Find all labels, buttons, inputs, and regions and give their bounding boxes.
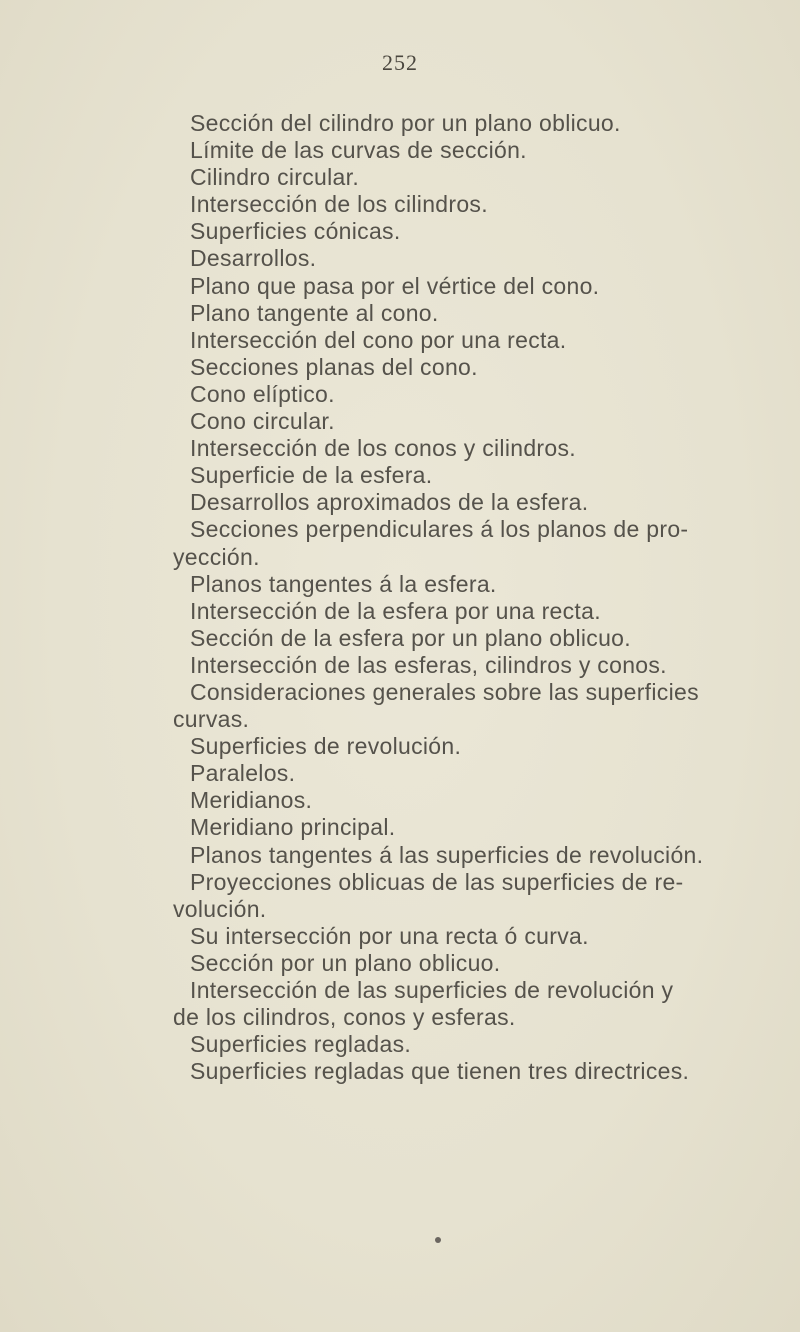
contents-entry: Cilindro circular. bbox=[190, 164, 360, 191]
contents-entry: Meridianos. bbox=[190, 787, 313, 814]
contents-entry: Intersección de las esferas, cilindros y conos. bbox=[190, 651, 667, 678]
contents-entry: Intersección de la esfera por una recta. bbox=[190, 597, 601, 624]
contents-entry: Intersección del cono por una recta. bbox=[190, 326, 567, 353]
contents-entry: Sección de la esfera por un plano oblicuo. bbox=[190, 624, 631, 651]
contents-entry: Superficies regladas que tienen tres directrices. bbox=[190, 1058, 690, 1085]
page-number: 252 bbox=[382, 50, 418, 75]
contents-entry: Consideraciones generales sobre las superficies bbox=[190, 678, 699, 705]
contents-entry-continuation: curvas. bbox=[173, 706, 250, 733]
contents-entry: Paralelos. bbox=[190, 760, 296, 787]
contents-entry: Sección por un plano oblicuo. bbox=[190, 949, 501, 976]
contents-entry: Intersección de los conos y cilindros. bbox=[190, 435, 576, 462]
contents-entry: Superficie de la esfera. bbox=[190, 462, 433, 489]
contents-entry: Intersección de las superficies de revolución y bbox=[190, 977, 674, 1003]
contents-entry: Sección del cilindro por un plano oblicuo. bbox=[190, 110, 621, 136]
contents-entry: Planos tangentes á la esfera. bbox=[190, 570, 497, 597]
contents-entry: Superficies de revolución. bbox=[190, 733, 462, 760]
contents-entry: Intersección de los cilindros. bbox=[190, 191, 488, 218]
contents-entry-continuation: de los cilindros, conos y esferas. bbox=[173, 1004, 516, 1031]
contents-list bbox=[173, 110, 770, 1085]
contents-entry: Cono elíptico. bbox=[190, 380, 335, 407]
contents-entry: Desarrollos. bbox=[190, 245, 317, 272]
contents-entry: Desarrollos aproximados de la esfera. bbox=[190, 489, 589, 516]
contents-entry: Su intersección por una recta ó curva. bbox=[190, 922, 589, 949]
contents-entry: Plano que pasa por el vértice del cono. bbox=[190, 272, 600, 299]
contents-entry: Superficies regladas. bbox=[190, 1031, 412, 1058]
contents-entry: Planos tangentes á las superficies de revolución. bbox=[190, 841, 704, 868]
contents-entry: Límite de las curvas de sección. bbox=[190, 137, 527, 164]
contents-entry: Secciones perpendiculares á los planos de pro- bbox=[190, 516, 689, 543]
contents-entry-continuation: yección. bbox=[173, 543, 260, 570]
contents-entry: Secciones planas del cono. bbox=[190, 353, 478, 380]
contents-entry: Superficies cónicas. bbox=[190, 218, 401, 245]
contents-entry: Plano tangente al cono. bbox=[190, 299, 439, 326]
contents-entry: Cono circular. bbox=[190, 408, 335, 435]
contents-entry-continuation: volución. bbox=[173, 895, 267, 922]
contents-entry: Proyecciones oblicuas de las superficies de re- bbox=[190, 868, 684, 895]
contents-entry: Meridiano principal. bbox=[190, 814, 396, 841]
ink-speck bbox=[435, 1237, 441, 1243]
